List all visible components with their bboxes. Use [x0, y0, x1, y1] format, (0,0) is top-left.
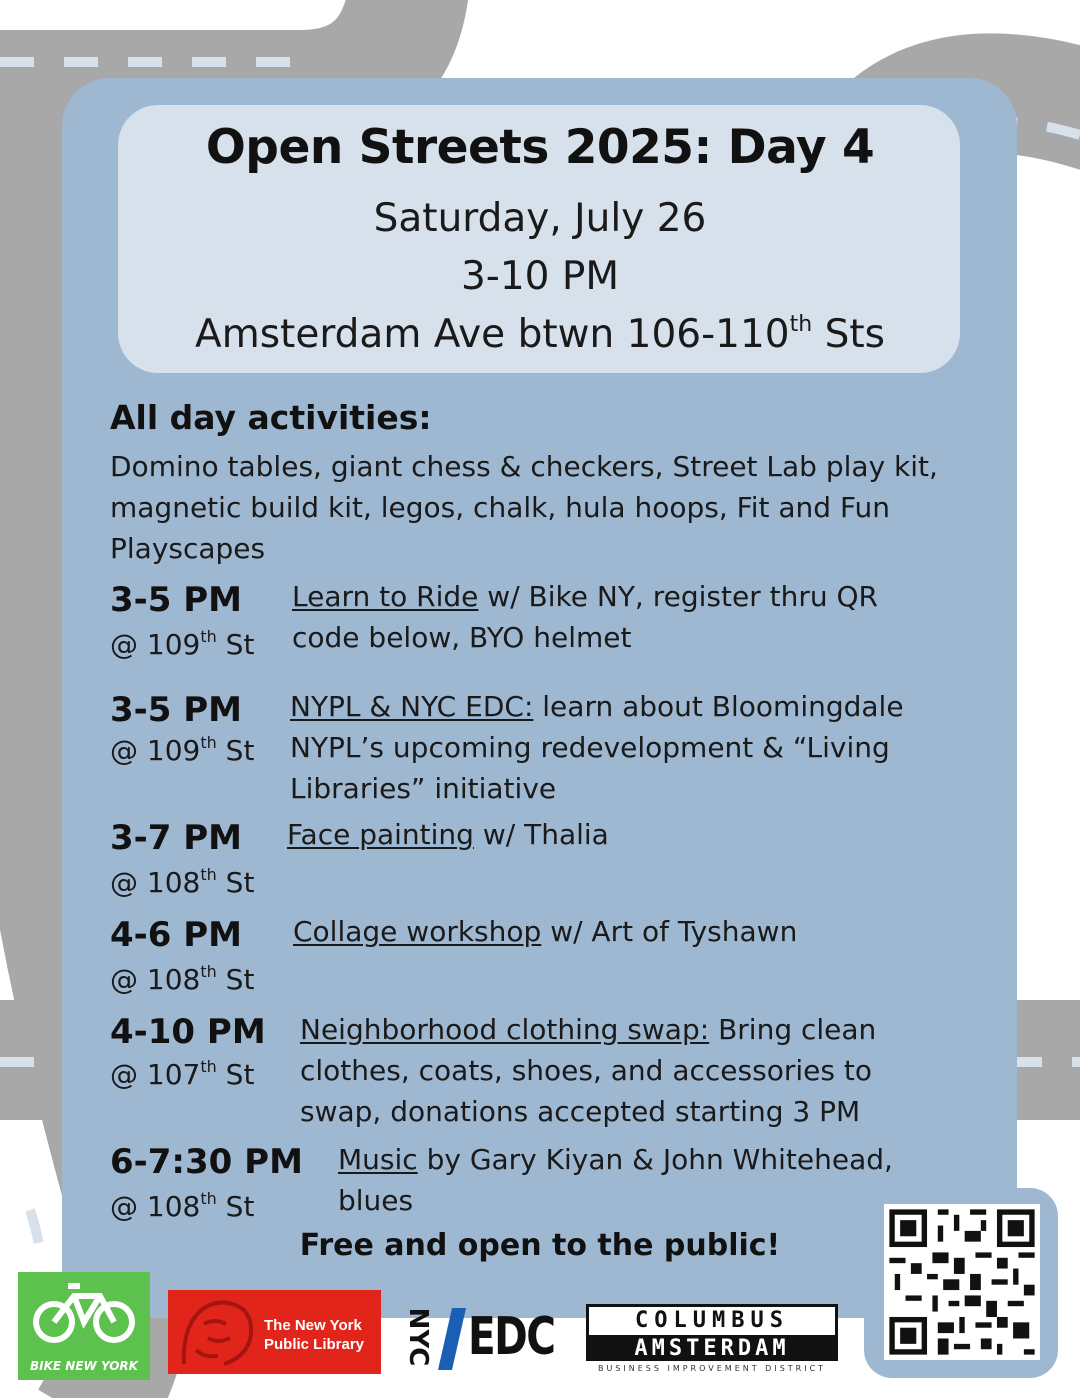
schedule-location: @ 109th St	[110, 627, 255, 661]
schedule-time: 3-5 PM	[110, 690, 243, 730]
cab-tagline: BUSINESS IMPROVEMENT DISTRICT	[597, 1364, 827, 1373]
qr-code[interactable]	[884, 1204, 1040, 1360]
schedule-time: 4-10 PM	[110, 1012, 266, 1052]
nyc-mark: NYC	[403, 1307, 433, 1367]
event-title: Open Streets 2025: Day 4	[205, 120, 875, 175]
cab-mid-word: AMSTERDAM	[586, 1337, 838, 1361]
activity-link[interactable]: Face painting	[287, 818, 474, 851]
event-time: 3-10 PM	[460, 254, 620, 299]
schedule-time: 3-7 PM	[110, 818, 243, 858]
nypl-wordmark: The New York Public Library	[264, 1317, 365, 1353]
slash-icon	[438, 1308, 466, 1370]
activity-link[interactable]: Collage workshop	[293, 915, 542, 948]
schedule-location: @ 108th St	[110, 865, 255, 899]
bike-new-york-logo	[18, 1272, 150, 1380]
schedule-time: 3-5 PM	[110, 580, 243, 620]
activity-link[interactable]: Neighborhood clothing swap:	[300, 1013, 710, 1046]
schedule-time: 6-7:30 PM	[110, 1142, 303, 1182]
schedule-description: Face painting w/ Thalia	[287, 818, 609, 851]
schedule-description: NYPL & NYC EDC: learn about Bloomingdale NYPL’s upcoming redevelopment & “Living Libraries” initiative	[290, 690, 904, 805]
free-admission-text: Free and open to the public!	[299, 1228, 781, 1263]
schedule-location: @ 107th St	[110, 1057, 255, 1091]
edc-wordmark: EDC	[468, 1307, 555, 1367]
columbus-amsterdam-bid-logo	[586, 1304, 838, 1374]
all-day-text: Domino tables, giant chess & checkers, Street Lab play kit, magnetic build kit, legos, chalk, hula hoops, Fit and Fun Playscapes	[110, 450, 938, 565]
schedule-description: Learn to Ride w/ Bike NY, register thru QR code below, BYO helmet	[292, 580, 878, 654]
nypl-logo	[168, 1290, 381, 1374]
event-location: Amsterdam Ave btwn 106-110th Sts	[195, 312, 885, 357]
lion-icon	[174, 1294, 258, 1370]
event-date: Saturday, July 26	[373, 196, 707, 241]
cab-top-word: COLUMBUS	[586, 1304, 838, 1338]
activity-link[interactable]: Learn to Ride	[292, 580, 479, 613]
all-day-heading: All day activities:	[110, 398, 432, 437]
nyc-edc-logo	[396, 1302, 568, 1372]
bicycle-icon	[18, 1272, 150, 1356]
schedule-location: @ 108th St	[110, 962, 255, 996]
schedule-description: Collage workshop w/ Art of Tyshawn	[293, 915, 798, 948]
bike-new-york-caption: BIKE NEW YORK	[30, 1359, 138, 1373]
schedule-time: 4-6 PM	[110, 915, 243, 955]
activity-link[interactable]: NYPL & NYC EDC:	[290, 690, 534, 723]
schedule-description: Music by Gary Kiyan & John Whitehead, blues	[338, 1143, 893, 1217]
activity-link[interactable]: Music	[338, 1143, 418, 1176]
schedule-location: @ 109th St	[110, 733, 255, 767]
schedule-description: Neighborhood clothing swap: Bring clean clothes, coats, shoes, and accessories to swap, donations accepted starting 3 PM	[300, 1013, 877, 1128]
schedule-location: @ 108th St	[110, 1189, 255, 1223]
